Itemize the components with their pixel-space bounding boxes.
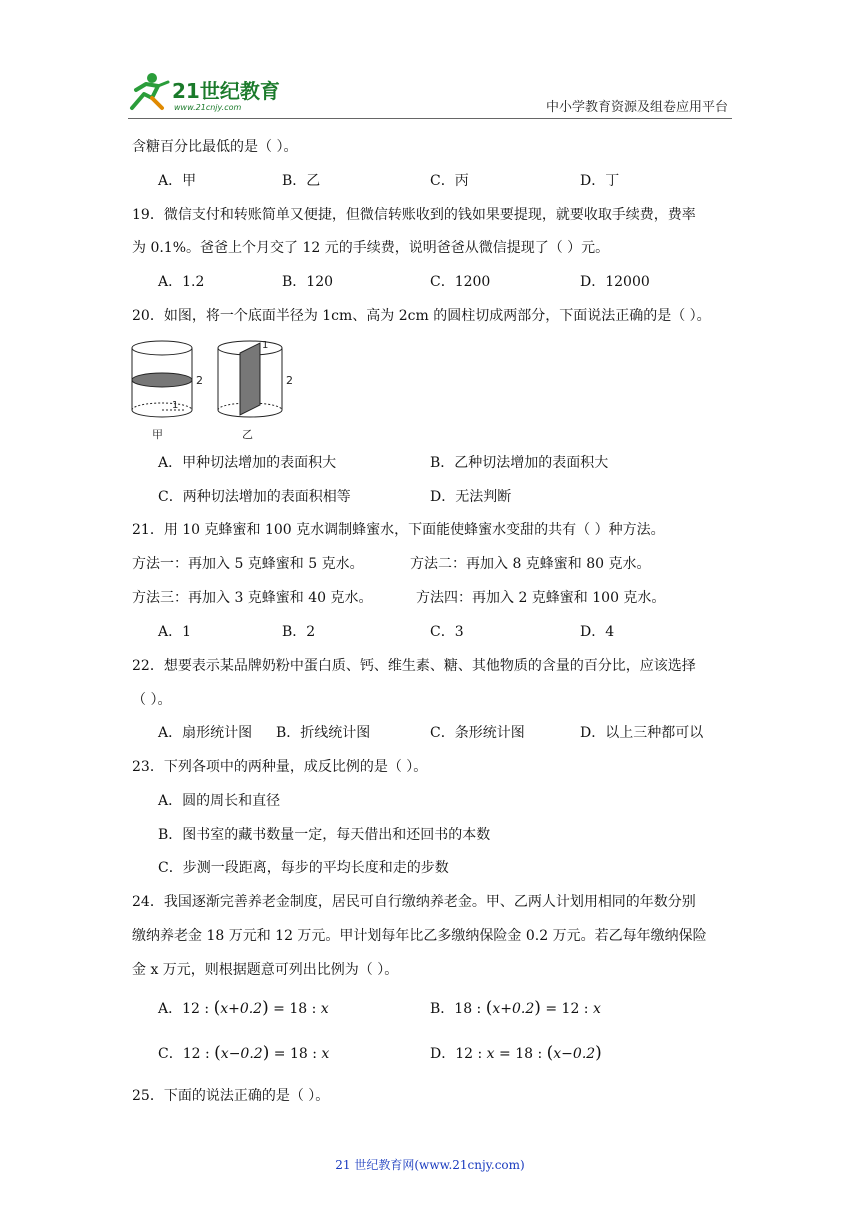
q24-option-a: A．12 : (x+0.2) = 18 : x [158,998,329,1018]
q24-option-c: C．12 : (x−0.2) = 18 : x [158,1043,330,1063]
yi-label: 乙 [242,428,253,441]
q19-option-b: B．120 [282,274,334,290]
q20-option-c: C．两种切法增加的表面积相等 [158,489,351,505]
q20-option-b: B．乙种切法增加的表面积大 [430,455,609,471]
q23-option-b: B．图书室的藏书数量一定，每天借出和还回书的本数 [158,827,491,843]
q21-option-a: A．1 [158,624,192,640]
cylinder-jia [132,341,192,417]
q18-text: 含糖百分比最低的是（ ）。 [132,139,298,155]
q22-option-c: C．条形统计图 [430,725,525,741]
svg-text:www.21cnjy.com: www.21cnjy.com [174,103,242,112]
q24-option-d: D．12 : x = 18 : (x−0.2) [430,1043,602,1063]
q24-text-3: 金 x 万元，则根据题意可列出比例为（ ）。 [132,962,399,978]
q20-text: 20．如图，将一个底面半径为 1cm、高为 2cm 的圆柱切成两部分，下面说法正确的是（ ）。 [132,308,711,324]
jia-radius-label: 1 [172,400,179,411]
q19-option-c: C．1200 [430,274,491,290]
q21-option-b: B．2 [282,624,316,640]
page-header [0,0,860,120]
q18-option-c: C．丙 [430,173,469,189]
q21-method-4: 方法四：再加入 2 克蜂蜜和 100 克水。 [416,590,666,606]
page-footer: 21 世纪教育网(www.21cnjy.com) [335,1158,525,1172]
q20-option-a: A．甲种切法增加的表面积大 [158,455,337,471]
q23-option-c: C．步测一段距离，每步的平均长度和走的步数 [158,860,449,876]
svg-text:21世纪教育: 21世纪教育 [172,79,280,103]
platform-title: 中小学教育资源及组卷应用平台 [545,100,728,115]
q18-option-d: D．丁 [580,173,620,189]
q21-method-1: 方法一：再加入 5 克蜂蜜和 5 克水。 [132,556,364,572]
jia-label: 甲 [152,428,163,441]
header-divider [128,118,732,119]
q23-text: 23．下列各项中的两种量，成反比例的是（ ）。 [132,759,428,775]
q21-method-2: 方法二：再加入 8 克蜂蜜和 80 克水。 [410,556,651,572]
yi-top-radius-label: 1 [262,340,269,351]
q21-option-c: C．3 [430,624,464,640]
jia-height-label: 2 [196,374,203,387]
q21-option-d: D．4 [580,624,615,640]
q22-text-1: 22．想要表示某品牌奶粉中蛋白质、钙、维生素、糖、其他物质的含量的百分比，应该选择 [132,658,696,674]
q23-option-a: A．圆的周长和直径 [158,793,281,809]
logo-21cnjy [122,68,292,114]
q18-option-b: B．乙 [282,173,321,189]
yi-height-label: 2 [286,374,293,387]
q22-option-b: B．折线统计图 [276,725,371,741]
q19-text-1: 19．微信支付和转账简单又便捷，但微信转账收到的钱如果要提现，就要收取手续费，费率 [132,207,696,223]
q24-option-b: B．18 : (x+0.2) = 12 : x [430,998,601,1018]
q22-option-a: A．扇形统计图 [158,725,253,741]
q22-option-d: D．以上三种都可以 [580,725,704,741]
q21-text: 21．用 10 克蜂蜜和 100 克水调制蜂蜜水，下面能使蜂蜜水变甜的共有（ ）种方法。 [132,522,665,538]
q24-text-1: 24．我国逐渐完善养老金制度，居民可自行缴纳养老金。甲、乙两人计划用相同的年数分别 [132,894,696,910]
q25-text: 25．下面的说法正确的是（ ）。 [132,1088,330,1104]
q19-option-d: D．12000 [580,274,650,290]
cylinder-figure [128,336,308,444]
q22-text-2: （ ）。 [132,692,172,708]
q21-method-3: 方法三：再加入 3 克蜂蜜和 40 克水。 [132,590,373,606]
q20-option-d: D．无法判断 [430,489,512,505]
q18-option-a: A．甲 [158,173,197,189]
q19-option-a: A．1.2 [158,274,205,290]
q24-text-2: 缴纳养老金 18 万元和 12 万元。甲计划每年比乙多缴纳保险金 0.2 万元。若乙每年缴纳保险 [132,928,707,944]
q19-text-2: 为 0.1%。爸爸上个月交了 12 元的手续费，说明爸爸从微信提现了（ ）元。 [132,240,610,256]
cylinder-yi [218,341,282,417]
